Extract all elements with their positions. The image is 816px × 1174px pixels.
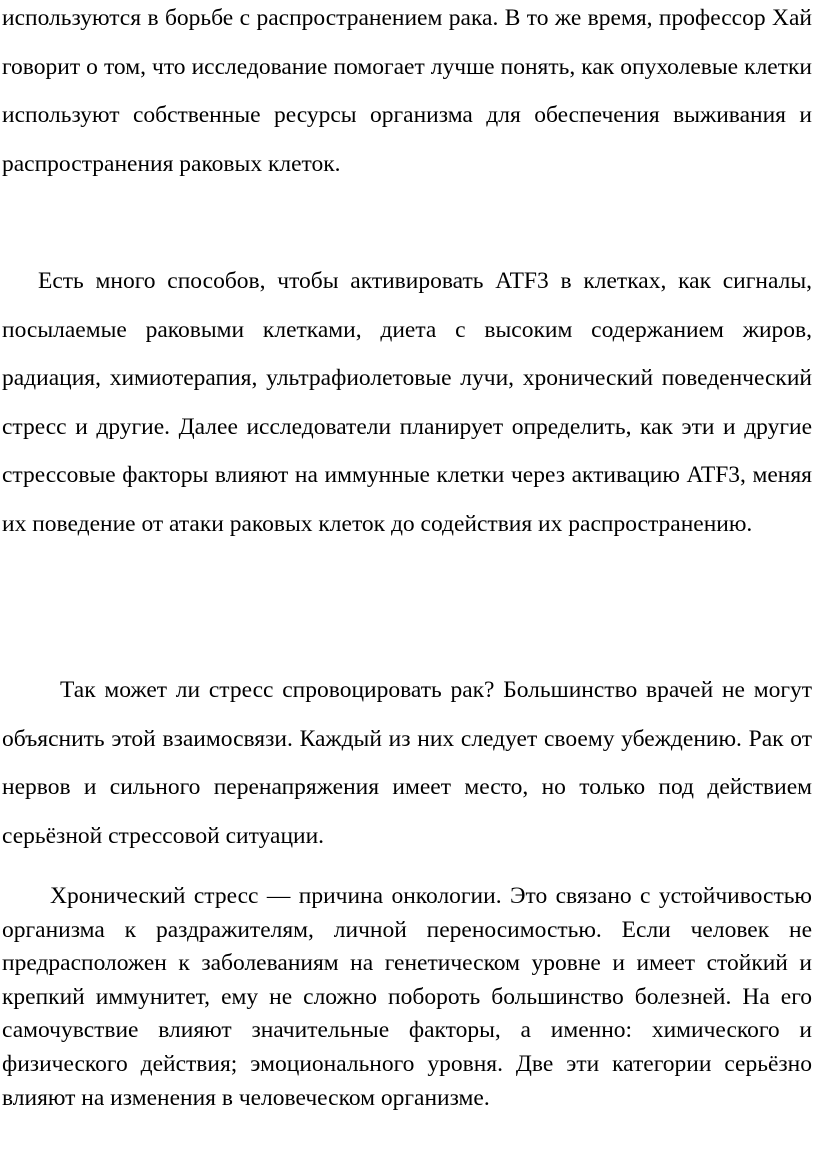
paragraph-3: Так может ли стресс спровоцировать рак? Большинство врачей не могут объяснить этой взаимосвязи. Каждый из них следует своему убеждению. Рак от нервов и сильного перенапряжения имеет место, но только под действием серьёзной стрессовой ситуации. [2,677,812,849]
paragraph-1: используются в борьбе с распространением рака. В то же время, профессор Хай говорит о том, что исследование помогает лучше понять, как опухолевые клетки используют собственные ресурсы организма для обеспечения выживания и распространения раковых клеток. [2,5,812,177]
paragraph-4: Хронический стресс — причина онкологии. Это связано с устойчивостью организма к раздражителям, личной переносимостью. Если человек не предрасположен к заболеваниям на генетическом уровне и имеет стойкий и крепкий иммунитет, ему не сложно побороть большинство болезней. На его самочувствие влияют значительные факторы, а именно: химического и физического действия; эмоционального уровня. Две эти категории серьёзно влияют на изменения в человеческом организме. [2,883,812,1111]
paragraph-2: Есть много способов, чтобы активировать ATF3 в клетках, как сигналы, посылаемые раковыми клетками, диета с высоким содержанием жиров, радиация, химиотерапия, ультрафиолетовые лучи, хронический поведенческий стресс и другие. Далее исследователи планирует определить, как эти и другие стрессовые факторы влияют на иммунные клетки через активацию ATF3, меняя их поведение от атаки раковых клеток до содействия их распространению. [2,268,812,537]
